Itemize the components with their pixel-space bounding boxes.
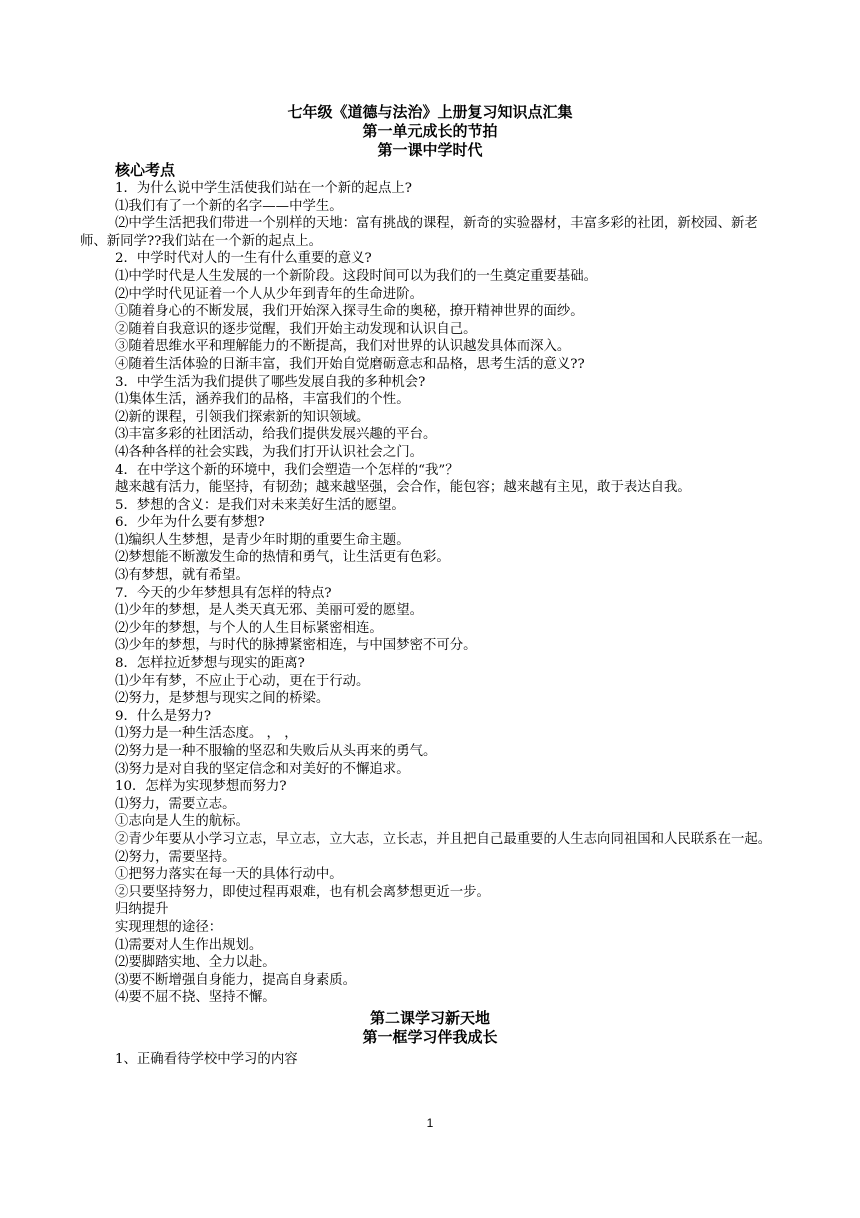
text-line: ⑴编织人生梦想，是青少年时期的重要生命主题。 — [115, 532, 410, 548]
text-line: ⑷要不屈不挠、坚持不懈。 — [115, 990, 276, 1006]
text-line: ②只要坚持努力，即使过程再艰难，也有机会离梦想更近一步。 — [115, 884, 490, 900]
text-line: ③随着思维水平和理解能力的不断提高，我们对世界的认识越发具体而深入。 — [115, 339, 571, 355]
text-line: ⑵少年的梦想，与个人的人生目标紧密相连。 — [115, 620, 383, 636]
text-line: ⑵努力，需要坚持。 — [115, 849, 236, 865]
unit-title: 第一单元成长的节拍 — [362, 122, 498, 140]
text-line: ①随着身心的不断发展，我们开始深入探寻生命的奥秘，撩开精神世界的面纱。 — [115, 304, 584, 320]
text-line: ⑶少年的梦想，与时代的脉搏紧密相连，与中国梦密不可分。 — [115, 638, 477, 654]
text-line: ⑶丰富多彩的社团活动，给我们提供发展兴趣的平台。 — [115, 427, 437, 443]
text-line: ①志向是人生的航标。 — [115, 814, 249, 830]
text-line: ⑴努力是一种生活态度。 ， ， — [115, 726, 298, 742]
text-line: 5．梦想的含义：是我们对未来美好生活的愿望。 — [115, 497, 405, 513]
frame-1-title: 第一框学习伴我成长 — [362, 1027, 498, 1046]
text-line: ①把努力落实在每一天的具体行动中。 — [115, 867, 343, 883]
text-line: ⑵要脚踏实地、全力以赴。 — [115, 955, 276, 971]
lesson-2-title: 第二课学习新天地 — [369, 1008, 490, 1027]
knowledge-points-list — [80, 180, 780, 1007]
text-line: ⑷各种各样的社会实践，为我们打开认识社会之门。 — [115, 444, 423, 460]
text-line: 6．少年为什么要有梦想? — [115, 515, 265, 531]
text-line: ④随着生活体验的日渐丰富，我们开始自觉磨砺意志和品格，思考生活的意义?? — [115, 356, 585, 372]
text-line: 7．今天的少年梦想具有怎样的特点? — [115, 585, 332, 601]
text-line: ⑵中学生活把我们带进一个别样的天地：富有挑战的课程，新奇的实验器材，丰富多彩的社团，新校园、新老师、新同学??我们站在一个新的起点上。 — [80, 216, 758, 249]
text-line: ⑶有梦想，就有希望。 — [115, 568, 249, 584]
text-line: ⑴中学时代是人生发展的一个新阶段。这段时间可以为我们的一生奠定重要基础。 — [115, 268, 598, 284]
text-line: 实现理想的途径： — [115, 919, 223, 935]
text-line: ⑴努力，需要立志。 — [115, 796, 236, 812]
text-line: ②青少年要从小学习立志，早立志，立大志，立长志，并且把自己最重要的人生志向同祖国和人民联系在一起。 — [115, 831, 772, 847]
lesson-title: 第一课中学时代 — [377, 141, 483, 159]
text-line: 3．中学生活为我们提供了哪些发展自我的多种机会? — [115, 374, 426, 390]
text-line: ②随着自我意识的逐步觉醒，我们开始主动发现和认识自己。 — [115, 321, 477, 337]
text-line: 1．为什么说中学生活使我们站在一个新的起点上? — [115, 181, 412, 196]
text-line: ⑴少年的梦想，是人类天真无邪、美丽可爱的愿望。 — [115, 603, 423, 619]
text-line: 8．怎样拉近梦想与现实的距离? — [115, 656, 305, 672]
text-line: ⑴集体生活，涵养我们的品格，丰富我们的个性。 — [115, 392, 410, 408]
text-line: 10．怎样为实现梦想而努力? — [115, 779, 287, 795]
text-line: ⑴少年有梦，不应止于心动，更在于行动。 — [115, 673, 370, 689]
text-line: ⑶要不断增强自身能力，提高自身素质。 — [115, 972, 357, 988]
text-line: 4．在中学这个新的环境中，我们会塑造一个怎样的“我”？ — [115, 462, 459, 478]
text-line: ⑴我们有了一个新的名字——中学生。 — [115, 198, 343, 214]
document-title: 七年级《道德与法治》上册复习知识点汇集 — [287, 103, 573, 121]
text-line: ⑵努力，是梦想与现实之间的桥梁。 — [115, 691, 330, 707]
text-line: ⑵中学时代见证着一个人从少年到青年的生命进阶。 — [115, 286, 423, 302]
text-line: 2．中学时代对人的一生有什么重要的意义? — [115, 251, 372, 267]
section-line: 1、正确看待学校中学习的内容 — [115, 1051, 298, 1067]
text-line: ⑵梦想能不断激发生命的热情和勇气，让生活更有色彩。 — [115, 550, 450, 566]
text-line: 归纳提升 — [115, 902, 169, 918]
page-number: 1 — [426, 1116, 434, 1130]
text-line: ⑵新的课程，引领我们探索新的知识领域。 — [115, 409, 370, 425]
text-line: ⑴需要对人生作出规划。 — [115, 937, 263, 953]
document-body — [80, 103, 780, 1069]
text-line: ⑵努力是一种不服输的坚忍和失败后从头再来的勇气。 — [115, 744, 437, 759]
text-line: ⑶努力是对自我的坚定信念和对美好的不懈追求。 — [115, 761, 410, 777]
core-points-label: 核心考点 — [115, 161, 176, 179]
text-line: 9．什么是努力? — [115, 708, 212, 724]
text-line: 越来越有活力，能坚持，有韧劲；越来越坚强，会合作，能包容；越来越有主见，敢于表达自我。 — [115, 480, 691, 496]
